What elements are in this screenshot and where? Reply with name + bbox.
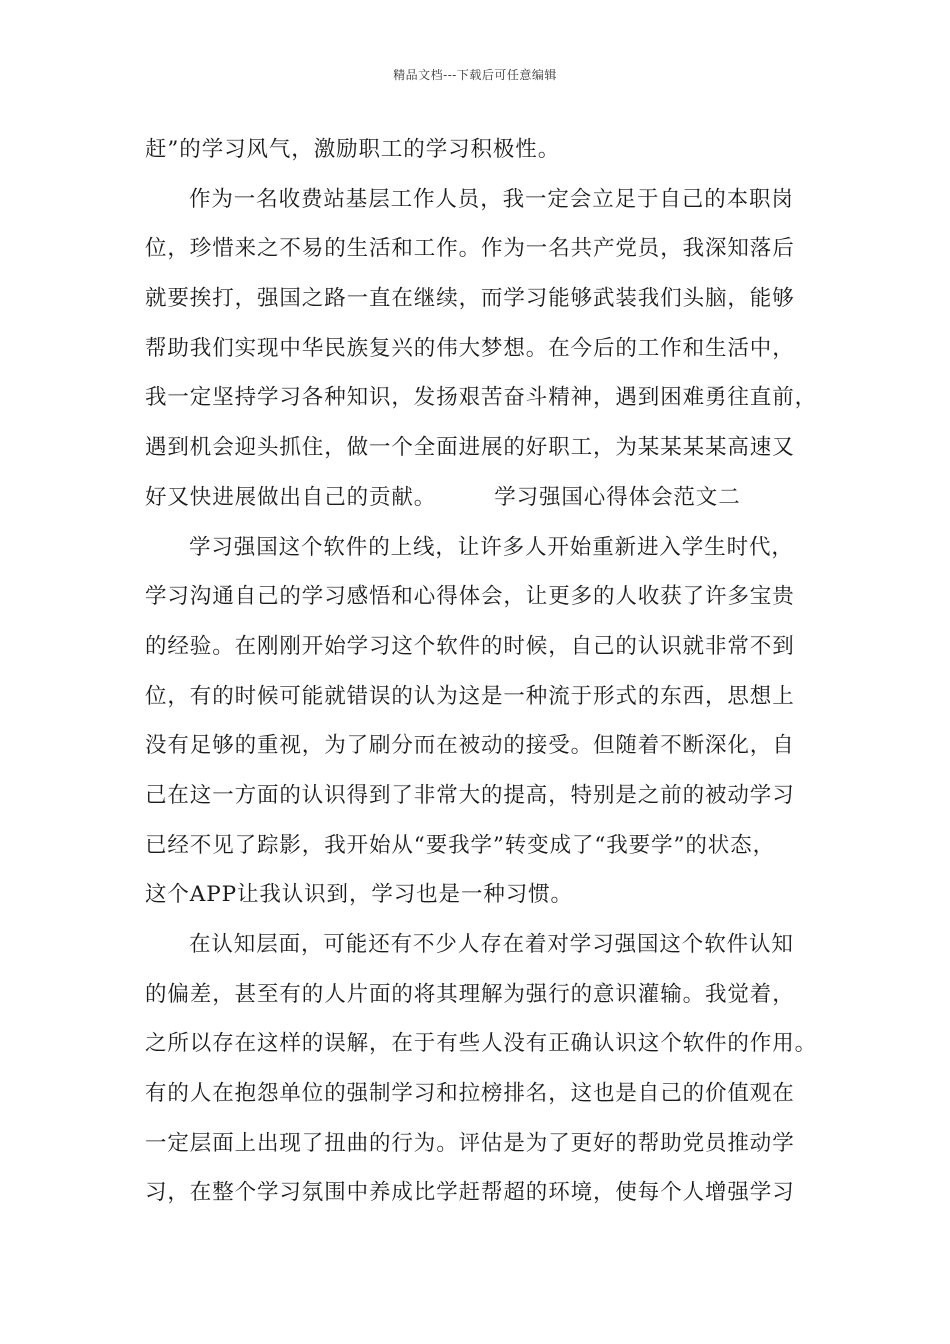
text-line-with-heading [145, 473, 825, 523]
text-line: 帮助我们实现中华民族复兴的伟大梦想。在今后的工作和生活中， [145, 335, 795, 361]
section-heading: 学习强国心得体会范文二 [494, 484, 741, 510]
paragraph-start-line: 学习强国这个软件的上线，让许多人开始重新进入学生时代， [189, 534, 794, 560]
text-line: 之所以存在这样的误解，在于有些人没有正确认识这个软件的作用。 [145, 1031, 818, 1057]
paragraph-start-line: 在认知层面，可能还有不少人存在着对学习强国这个软件认知 [189, 932, 794, 957]
paragraph-start-line: 作为一名收费站基层工作人员，我一定会立足于自己的本职岗 [189, 186, 794, 212]
text-line: 的偏差，甚至有的人片面的将其理解为强行的意识灌输。我觉着， [145, 981, 795, 1007]
text-line: 没有足够的重视，为了刷分而在被动的接受。但随着不断深化，自 [145, 733, 795, 759]
text-line: 学习沟通自己的学习感悟和心得体会，让更多的人收获了许多宝贵 [145, 584, 795, 610]
text-line: 习，在整个学习氛围中养成比学赶帮超的环境，使每个人增强学习 [145, 1180, 795, 1206]
text-line: 位，有的时候可能就错误的认为这是一种流于形式的东西，思想上 [145, 683, 795, 709]
text-line: 一定层面上出现了扭曲的行为。评估是为了更好的帮助党员推动学 [145, 1130, 795, 1156]
text-line: 有的人在抱怨单位的强制学习和拉榜排名，这也是自己的价值观在 [145, 1081, 795, 1107]
text-line: 位，珍惜来之不易的生活和工作。作为一名共产党员，我深知落后 [145, 236, 795, 262]
text-line: 己在这一方面的认识得到了非常大的提高，特别是之前的被动学习 [145, 782, 795, 808]
text-line: 遇到机会迎头抓住，做一个全面进展的好职工，为某某某某高速又 [145, 435, 795, 461]
text-line: 赶”的学习风气，激励职工的学习积极性。 [145, 137, 561, 162]
page-header: 精品文档---下载后可任意编辑 [393, 68, 557, 82]
text-line: 这个APP让我认识到，学习也是一种习惯。 [145, 882, 573, 908]
text-segment: 好又快进展做出自己的贡献。 [145, 484, 437, 510]
text-line: 已经不见了踪影，我开始从“要我学”转变成了“我要学”的状态， [145, 832, 775, 858]
text-line: 就要挨打，强国之路一直在继续，而学习能够武装我们头脑，能够 [145, 286, 795, 312]
text-line: 我一定坚持学习各种知识，发扬艰苦奋斗精神，遇到困难勇往直前， [145, 385, 818, 411]
text-line: 的经验。在刚刚开始学习这个软件的时候，自己的认识就非常不到 [145, 633, 795, 659]
document-body [145, 125, 825, 1218]
